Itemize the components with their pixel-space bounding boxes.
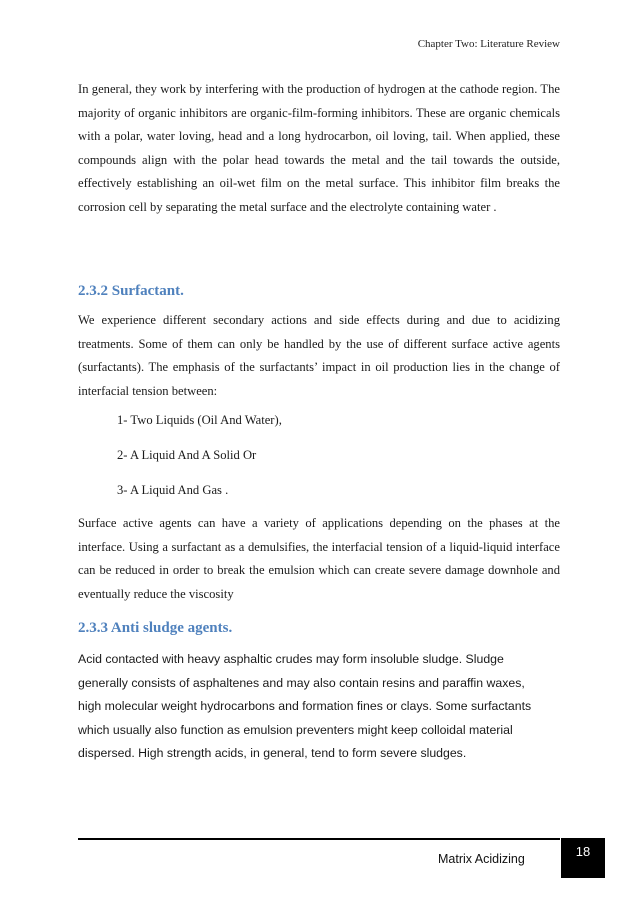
- footer-divider: [78, 838, 560, 840]
- list-item: 2- A Liquid And A Solid Or: [117, 448, 257, 462]
- page-number-badge: [561, 838, 605, 878]
- anti-sludge-paragraph: Acid contacted with heavy asphaltic crudes may form insoluble sludge. Sludge generally consists of asphaltenes and may also contain resins and paraffin waxes, high molecular weight hydrocarbons and formation fines or clays. Some surfactants which usually also function as emulsion preventers might keep colloidal material dispersed. High strength acids, in general, tend to form severe sludges.: [78, 652, 532, 760]
- surfactant-paragraph: We experience different secondary actions and side effects during and due to acidizing treatments. Some of them can only be handled by the use of different surface active agents (surfactants). The emphasis of the surfactants’ impact in oil production lies in the change of interfacial tension between:: [78, 313, 560, 398]
- intro-paragraph: In general, they work by interfering with the production of hydrogen at the cathode region. The majority of organic inhibitors are organic-film-forming inhibitors. These are organic chemicals with a polar, water loving, head and a long hydrocarbon, oil loving, tail. When applied, these compounds align with the polar head towards the metal and the tail towards the outside, effectively establishing an oil-wet film on the metal surface. This inhibitor film breaks the corrosion cell by separating the metal surface and the electrolyte containing water .: [78, 82, 560, 214]
- section-heading-surfactant: 2.3.2 Surfactant.: [78, 283, 184, 299]
- list-item: 3- A Liquid And Gas .: [117, 483, 229, 497]
- footer-title: Matrix Acidizing: [438, 852, 525, 866]
- surfactant-applications-paragraph: Surface active agents can have a variety of applications depending on the phases at the interface. Using a surfactant as a demulsifies, the interfacial tension of a liquid-liquid interface can be reduced in order to break the emulsion which can create severe damage downhole and eventually reduce the viscosity: [78, 516, 560, 601]
- list-item: 1- Two Liquids (Oil And Water),: [117, 413, 282, 427]
- section-heading-anti-sludge: 2.3.3 Anti sludge agents.: [78, 620, 233, 636]
- chapter-header: Chapter Two: Literature Review: [417, 38, 560, 50]
- page-number: 18: [575, 844, 591, 859]
